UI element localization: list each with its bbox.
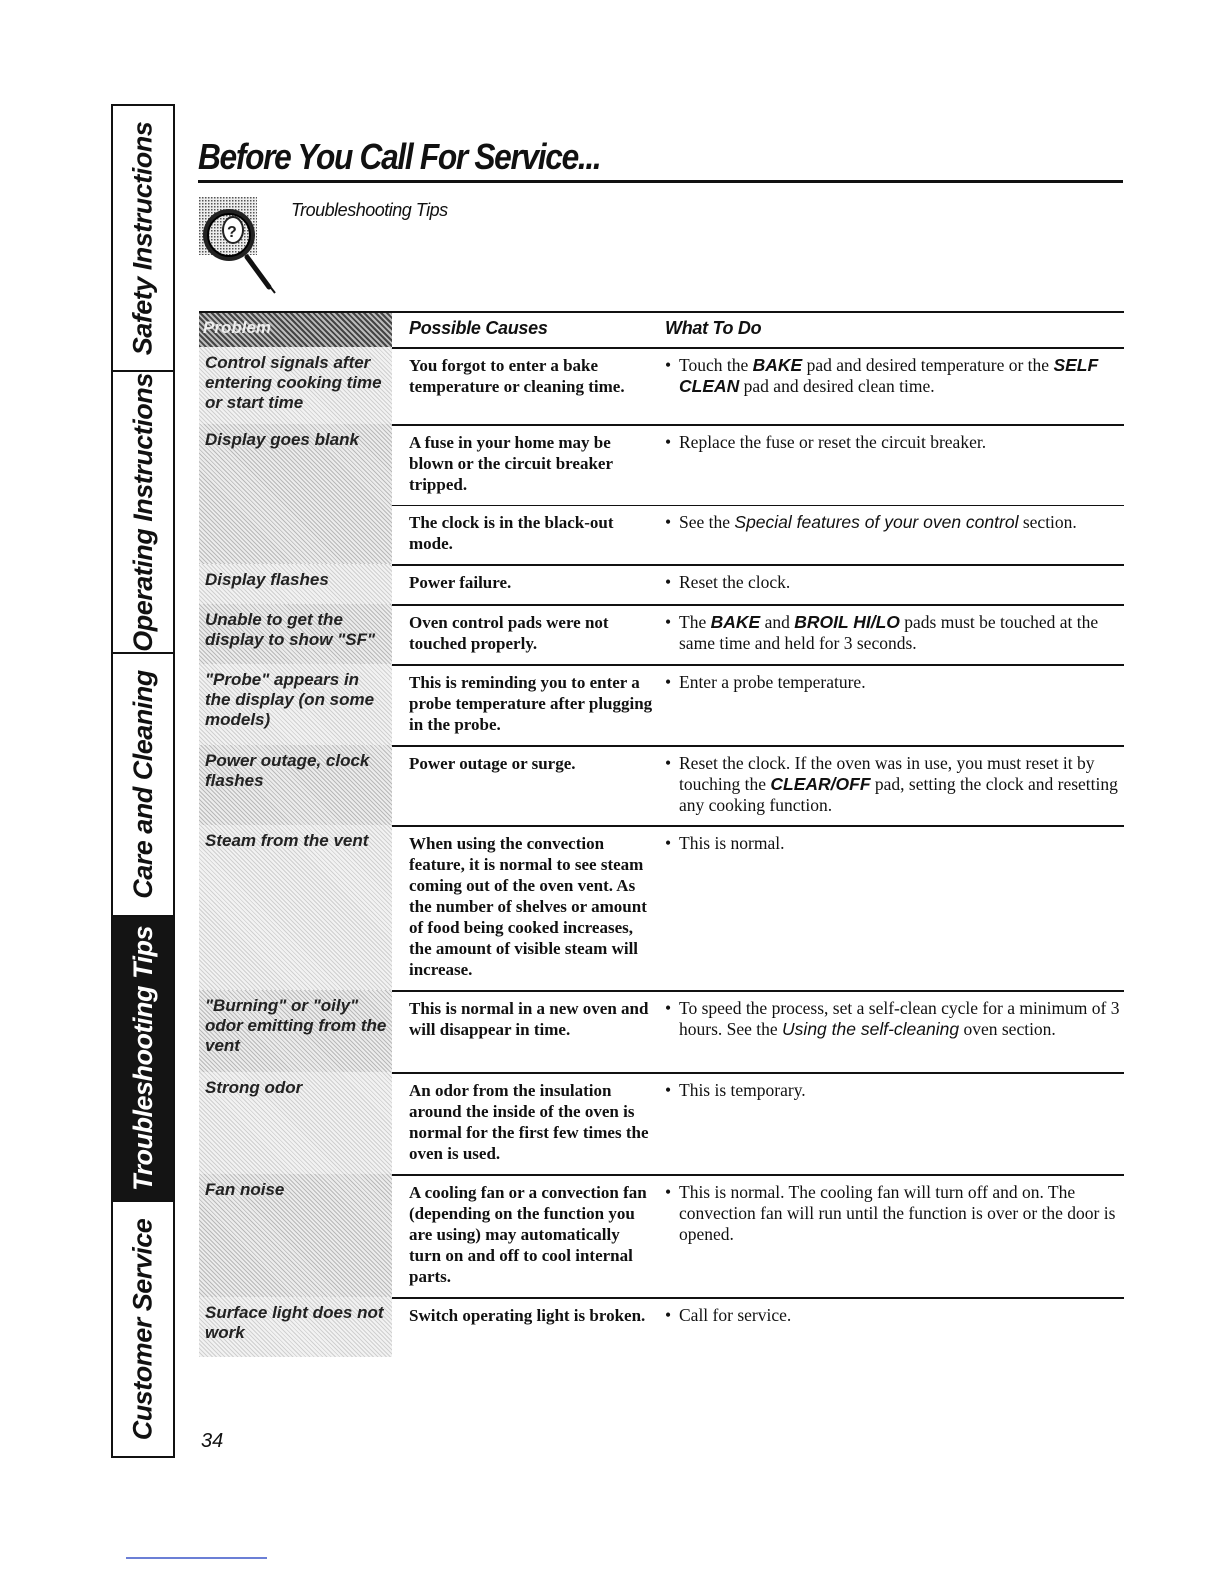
what-to-do: • Enter a probe temperature.	[665, 672, 866, 692]
what-to-do: • See the Special features of your oven control section.	[665, 512, 1077, 532]
what-to-do: • Reset the clock.	[665, 572, 791, 592]
bullet-icon: •	[665, 1080, 672, 1100]
cause-block	[392, 424, 1124, 505]
cause-block	[392, 990, 1124, 1050]
problem-cell: Steam from the vent	[199, 825, 392, 990]
bullet-icon: •	[665, 355, 672, 375]
what-to-do: • The BAKE and BROIL HI/LO pads must be touched at the same time and held for 3 seconds.	[665, 612, 1099, 653]
tab-operating-instructions[interactable]: Operating Instructions	[113, 372, 173, 654]
problem-cell: Fan noise	[199, 1174, 392, 1297]
possible-cause: Power outage or surge.	[409, 754, 576, 773]
cause-block	[392, 505, 1124, 564]
table-row	[199, 604, 1124, 664]
bullet-icon: •	[665, 998, 672, 1018]
cause-block	[392, 1174, 1124, 1297]
page-title: Before You Call For Service...	[198, 136, 601, 177]
possible-cause: A fuse in your home may be blown or the circuit breaker tripped.	[409, 433, 613, 494]
table-body	[199, 347, 1124, 1357]
table-row	[199, 1297, 1124, 1357]
problem-cell: "Burning" or "oily" odor emitting from the vent	[199, 990, 392, 1072]
cause-block	[392, 604, 1124, 664]
what-to-do: • Touch the BAKE pad and desired temperature or the SELF CLEAN pad and desired clean time.	[665, 355, 1099, 396]
problem-cell: Control signals after entering cooking time or start time	[199, 347, 392, 424]
bullet-icon: •	[665, 512, 672, 532]
bullet-icon: •	[665, 572, 672, 592]
bullet-icon: •	[665, 672, 672, 692]
bullet-icon: •	[665, 432, 672, 452]
problem-cell: Display flashes	[199, 564, 392, 604]
tab-customer-service[interactable]: Customer Service	[127, 1218, 158, 1440]
possible-cause: A cooling fan or a convection fan (depending on the function you are using) may automatically turn on and off to cool internal parts.	[409, 1183, 647, 1286]
bullet-icon: •	[665, 1182, 672, 1202]
possible-cause: This is reminding you to enter a probe temperature after plugging in the probe.	[409, 673, 653, 734]
table-row	[199, 424, 1124, 564]
problem-cell: Surface light does not work	[199, 1297, 392, 1357]
table-header	[199, 311, 1124, 347]
side-tabs	[111, 104, 175, 1458]
header-possible-causes: Possible Causes	[409, 318, 548, 338]
table-row	[199, 825, 1124, 990]
section-subtitle: Troubleshooting Tips	[291, 200, 448, 220]
bottom-rule	[126, 1557, 267, 1559]
tab-care-and-cleaning[interactable]: Care and Cleaning	[113, 654, 173, 917]
what-to-do: • Replace the fuse or reset the circuit breaker.	[665, 432, 987, 452]
cause-block	[392, 1072, 1124, 1174]
table-row	[199, 1174, 1124, 1297]
problem-cell: Strong odor	[199, 1072, 392, 1174]
cause-block	[392, 564, 1124, 603]
tab-troubleshooting-tips[interactable]: Troubleshooting Tips	[113, 917, 173, 1202]
header-problem: Problem	[199, 313, 392, 347]
what-to-do: • This is temporary.	[665, 1080, 806, 1100]
svg-text:?: ?	[227, 224, 237, 241]
what-to-do: • This is normal.	[665, 833, 785, 853]
possible-cause: When using the convection feature, it is normal to see steam coming out of the oven vent. As the number of shelves or amount of food being cooked increases, the amount of visible steam will increase.	[409, 834, 647, 979]
page-number: 34	[201, 1430, 224, 1452]
table-row	[199, 664, 1124, 745]
title-rule	[198, 180, 1123, 183]
possible-cause: Oven control pads were not touched properly.	[409, 613, 609, 653]
what-to-do: • Call for service.	[665, 1305, 792, 1325]
header-what-to-do: What To Do	[665, 318, 762, 338]
cause-block	[392, 1297, 1124, 1336]
problem-cell: Unable to get the display to show "SF"	[199, 604, 392, 664]
table-row	[199, 1072, 1124, 1174]
tab-safety-instructions[interactable]: Safety Instructions	[113, 106, 173, 372]
bullet-icon: •	[665, 1305, 672, 1325]
problem-cell: Power outage, clock flashes	[199, 745, 392, 825]
possible-cause: An odor from the insulation around the inside of the oven is normal for the first few times the oven is used.	[409, 1081, 649, 1163]
what-to-do: • To speed the process, set a self-clean cycle for a minimum of 3 hours. See the Using the self-cleaning oven section.	[665, 998, 1120, 1039]
possible-cause: Power failure.	[409, 573, 512, 592]
what-to-do: • This is normal. The cooling fan will turn off and on. The convection fan will run until the function is over or the door is opened.	[665, 1182, 1116, 1244]
bullet-icon: •	[665, 753, 672, 773]
possible-cause: The clock is in the black-out mode.	[409, 513, 614, 553]
possible-cause: You forgot to enter a bake temperature or cleaning time.	[409, 356, 625, 396]
cause-block	[392, 347, 1124, 407]
table-row	[199, 990, 1124, 1072]
what-to-do: • Reset the clock. If the oven was in use, you must reset it by touching the CLEAR/OFF pad, setting the clock and resetting any cooking function.	[665, 753, 1118, 815]
bullet-icon: •	[665, 833, 672, 853]
cause-block	[392, 825, 1124, 990]
cause-block	[392, 745, 1124, 815]
cause-block	[392, 664, 1124, 745]
troubleshooting-badge-icon	[199, 197, 287, 297]
troubleshooting-table	[199, 311, 1124, 1357]
table-row	[199, 564, 1124, 604]
problem-cell: Display goes blank	[199, 424, 392, 564]
possible-cause: This is normal in a new oven and will disappear in time.	[409, 999, 649, 1039]
table-row	[199, 347, 1124, 424]
table-row	[199, 745, 1124, 825]
bullet-icon: •	[665, 612, 672, 632]
problem-cell: "Probe" appears in the display (on some models)	[199, 664, 392, 745]
possible-cause: Switch operating light is broken.	[409, 1306, 646, 1325]
